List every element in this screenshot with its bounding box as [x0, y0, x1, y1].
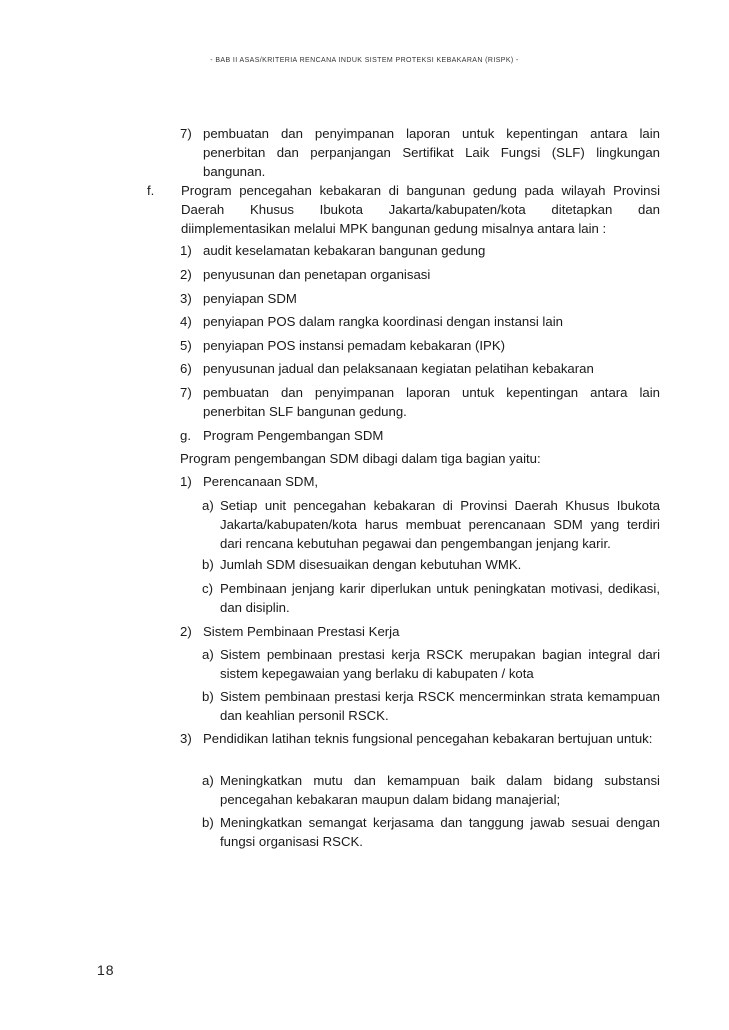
- item-text: penyusunan jadual dan pelaksanaan kegiatan pelatihan kebakaran: [203, 361, 594, 376]
- item-letter: a): [202, 773, 214, 788]
- item-text: penyiapan SDM: [203, 291, 297, 306]
- paragraph-text: Program pengembangan SDM dibagi dalam tiga bagian yaitu:: [180, 451, 541, 466]
- item-number: 7): [180, 385, 192, 400]
- item-text: Jumlah SDM disesuaikan dengan kebutuhan WMK.: [220, 557, 522, 572]
- item-letter: g.: [180, 428, 191, 443]
- item-letter: a): [202, 647, 214, 662]
- item-number: 4): [180, 314, 192, 329]
- item-number: 1): [180, 243, 192, 258]
- item-text: Pembinaan jenjang karir diperlukan untuk peningkatan motivasi, dedikasi, dan disiplin.: [220, 581, 660, 615]
- running-header: - BAB II ASAS/KRITERIA RENCANA INDUK SISTEM PROTEKSI KEBAKARAN (RISPK) -: [210, 57, 519, 64]
- item-number: 2): [180, 624, 192, 639]
- item-number: 7): [180, 126, 192, 141]
- item-number: 5): [180, 338, 192, 353]
- item-letter: b): [202, 689, 214, 704]
- item-letter: b): [202, 557, 214, 572]
- item-text: Meningkatkan semangat kerjasama dan tanggung jawab sesuai dengan fungsi organisasi RSCK.: [220, 815, 660, 849]
- item-letter: f.: [147, 183, 155, 198]
- item-text: pembuatan dan penyimpanan laporan untuk kepentingan antara lain penerbitan SLF bangunan gedung.: [203, 385, 660, 419]
- item-text: Perencanaan SDM,: [203, 474, 319, 489]
- item-text: Pendidikan latihan teknis fungsional pencegahan kebakaran bertujuan untuk:: [203, 731, 653, 746]
- item-text: Program Pengembangan SDM: [203, 428, 384, 443]
- item-text: pembuatan dan penyimpanan laporan untuk kepentingan antara lain penerbitan dan perpanjangan Sertifikat Laik Fungsi (SLF) lingkungan bangunan.: [203, 126, 660, 179]
- item-number: 3): [180, 731, 192, 746]
- item-text: Sistem Pembinaan Prestasi Kerja: [203, 624, 400, 639]
- item-number: 6): [180, 361, 192, 376]
- item-number: 1): [180, 474, 192, 489]
- item-text: audit keselamatan kebakaran bangunan gedung: [203, 243, 486, 258]
- item-letter: a): [202, 498, 214, 513]
- item-text: Setiap unit pencegahan kebakaran di Provinsi Daerah Khusus Ibukota Jakarta/kabupaten/kota harus membuat perencanaan SDM yang terdiri dari rencana kebutuhan pegawai dan pengembangan jenjang karir.: [220, 498, 660, 551]
- item-text: Sistem pembinaan prestasi kerja RSCK merupakan bagian integral dari sistem kepegawaian yang berlaku di kabupaten / kota: [220, 647, 660, 681]
- item-text: Program pencegahan kebakaran di bangunan gedung pada wilayah Provinsi Daerah Khusus Ibukota Jakarta/kabupaten/kota ditetapkan dan diimplementasikan melalui MPK bangunan gedung misalnya antara lain :: [181, 183, 660, 236]
- item-text: Sistem pembinaan prestasi kerja RSCK mencerminkan strata kemampuan dan keahlian personil RSCK.: [220, 689, 660, 723]
- item-letter: b): [202, 815, 214, 830]
- item-text: penyiapan POS instansi pemadam kebakaran (IPK): [203, 338, 506, 353]
- item-number: 3): [180, 291, 192, 306]
- item-text: penyusunan dan penetapan organisasi: [203, 267, 431, 282]
- page-number: 18: [97, 962, 115, 978]
- item-text: Meningkatkan mutu dan kemampuan baik dalam bidang substansi pencegahan kebakaran maupun dalam bidang manajerial;: [220, 773, 660, 807]
- item-text: penyiapan POS dalam rangka koordinasi dengan instansi lain: [203, 314, 563, 329]
- item-number: 2): [180, 267, 192, 282]
- item-letter: c): [202, 581, 213, 596]
